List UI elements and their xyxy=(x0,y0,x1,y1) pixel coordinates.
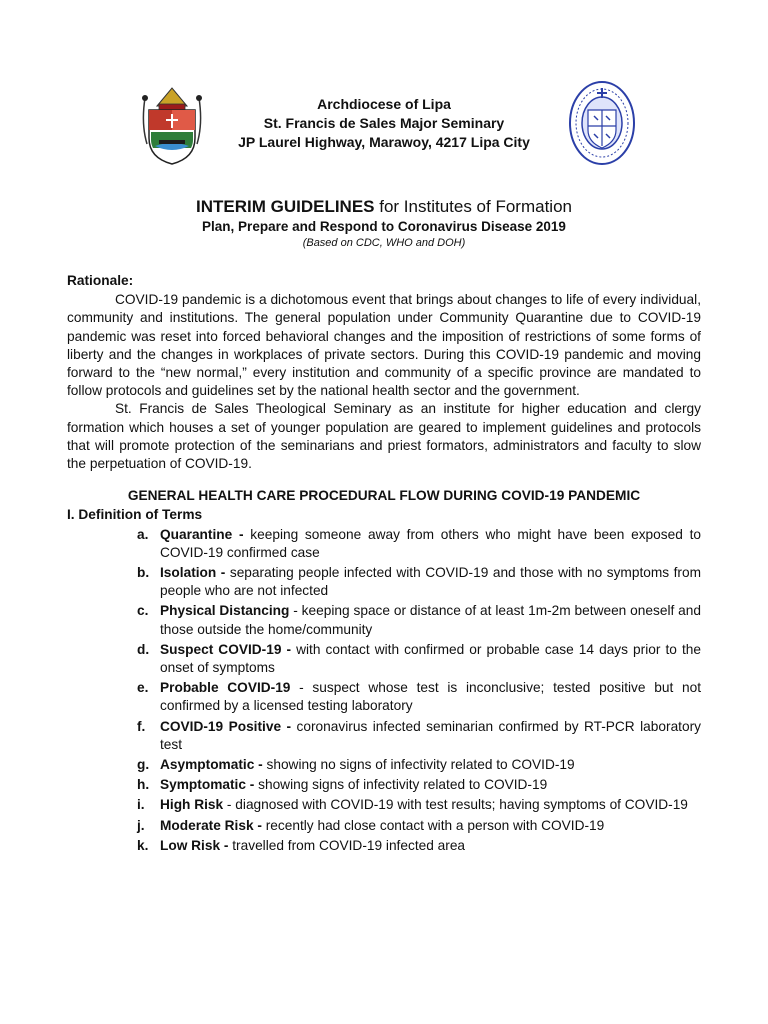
term-item xyxy=(67,641,701,677)
term-letter: c. xyxy=(137,603,149,619)
term-name: Isolation - xyxy=(160,565,226,581)
institution-header xyxy=(200,95,568,152)
term-item xyxy=(67,776,701,794)
archdiocese-name: Archdiocese of Lipa xyxy=(317,96,451,112)
term-letter: h. xyxy=(137,777,150,793)
term-definition: with contact with confirmed or probable case 14 days prior to the onset of symptoms xyxy=(160,641,702,676)
term-definition: - diagnosed with COVID-19 with test results; having symptoms of COVID-19 xyxy=(223,797,688,813)
term-name: Suspect COVID-19 - xyxy=(160,641,292,657)
term-letter: a. xyxy=(137,526,149,542)
term-definition: recently had close contact with a person with COVID-19 xyxy=(261,817,605,833)
term-letter: b. xyxy=(137,565,150,581)
term-letter: j. xyxy=(137,817,145,833)
term-item xyxy=(67,679,701,715)
term-item xyxy=(67,837,701,855)
term-definition: separating people infected with COVID-19 and those with no symptoms from people who are not infected xyxy=(160,565,701,599)
term-item xyxy=(67,526,701,562)
term-definition: keeping someone away from others who might have been exposed to COVID-19 confirmed case xyxy=(160,526,701,560)
term-letter: f. xyxy=(137,718,146,734)
term-name: COVID-19 Positive - xyxy=(160,718,292,734)
seminary-name: St. Francis de Sales Major Seminary xyxy=(263,115,505,131)
rationale-paragraph: St. Francis de Sales Theological Seminary as an institute for higher education and clergy formation which houses a set of younger population are geared to implement guidelines and protocols that will promote protection of the seminarians and priest formators, administrators and faculty to slow the perpetuation of COVID-19. xyxy=(67,401,701,472)
term-definition: showing signs of infectivity related to COVID-19 xyxy=(254,777,548,793)
term-definition: travelled from COVID-19 infected area xyxy=(228,837,466,853)
term-name: Low Risk - xyxy=(160,837,229,853)
term-item xyxy=(67,796,701,814)
term-item xyxy=(67,817,701,835)
terms-list xyxy=(67,526,701,855)
term-name: Quarantine - xyxy=(160,526,244,542)
term-letter: d. xyxy=(137,641,150,657)
rationale-heading: Rationale: xyxy=(67,273,134,288)
document-body xyxy=(67,272,701,857)
term-name: High Risk xyxy=(160,797,224,813)
term-definition: - suspect whose test is inconclusive; tested positive but not confirmed by a licensed testing laboratory xyxy=(160,680,701,714)
term-definition: - keeping space or distance of at least 1m-2m between oneself and those outside the home/community xyxy=(160,603,701,637)
archdiocese-coat-of-arms-icon xyxy=(137,84,207,166)
document-title-block xyxy=(0,196,768,251)
document-title xyxy=(0,196,768,218)
term-letter: e. xyxy=(137,680,149,696)
term-letter: g. xyxy=(137,757,150,773)
procedural-flow-heading: GENERAL HEALTH CARE PROCEDURAL FLOW DURING COVID-19 PANDEMIC xyxy=(127,488,641,504)
term-name: Probable COVID-19 xyxy=(160,680,291,696)
term-name: Physical Distancing xyxy=(160,603,290,619)
term-name: Moderate Risk - xyxy=(160,817,262,833)
rationale-paragraph: COVID-19 pandemic is a dichotomous event that brings about changes to life of every individual, community and institutions. The general population under Community Quarantine due to COVID-19 pandemic was reset into forced behavioral changes and the imposition of restrictions of some forms of liberty and the changes in workplaces of private sectors. During this COVID-19 pandemic and moving forward to the “new normal,” every institution and community of a specific province are mandated to follow protocols and guidelines set by the national health sector and the government. xyxy=(67,292,701,399)
term-item xyxy=(67,756,701,774)
document-subtitle: Plan, Prepare and Respond to Coronavirus Disease 2019 xyxy=(202,219,566,234)
term-item xyxy=(67,602,701,638)
term-letter: i. xyxy=(137,797,145,813)
term-definition: coronavirus infected seminarian confirmed by RT-PCR laboratory test xyxy=(160,718,702,752)
definition-of-terms-heading: I. Definition of Terms xyxy=(67,507,203,523)
term-definition: showing no signs of infectivity related to COVID-19 xyxy=(262,757,575,773)
document-title-bold: INTERIM GUIDELINES xyxy=(196,197,375,216)
document-source-note: (Based on CDC, WHO and DOH) xyxy=(302,237,466,249)
term-item xyxy=(67,564,701,600)
document-title-rest: for Institutes of Formation xyxy=(374,197,572,216)
seminary-seal-icon xyxy=(568,80,636,166)
term-name: Asymptomatic - xyxy=(160,757,263,773)
seminary-address: JP Laurel Highway, Marawoy, 4217 Lipa City xyxy=(238,134,530,150)
term-name: Symptomatic - xyxy=(160,777,255,793)
term-item xyxy=(67,718,701,754)
term-letter: k. xyxy=(137,837,149,853)
